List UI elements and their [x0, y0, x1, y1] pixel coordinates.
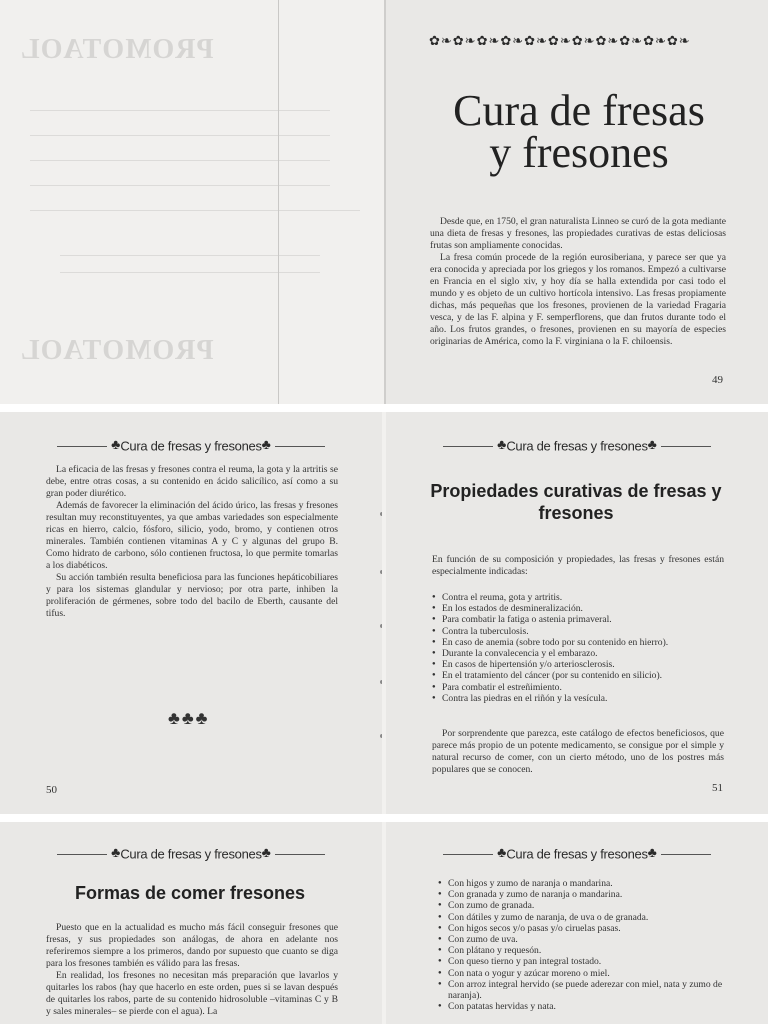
running-header: ♣Cura de fresas y fresones♣	[0, 438, 382, 454]
ghost-text: PROMOTAOL	[20, 34, 214, 65]
list-item: ● Con patatas hervidas y nata.	[438, 1001, 728, 1012]
leaf-icon: ♣	[647, 846, 657, 861]
list-item: ● Para combatir la fatiga o astenia primaveral.	[432, 614, 732, 625]
list-item: ● Con higos secos y/o pasas y/o ciruelas pasas.	[438, 923, 728, 934]
list-item: ● Con zumo de granada.	[438, 900, 728, 911]
page-50	[0, 412, 382, 814]
chapter-title: Cura de fresas y fresones	[453, 86, 705, 177]
list-item: ● Con dátiles y zumo de naranja, de uva o de granada.	[438, 912, 728, 923]
leaf-icon: ♣	[647, 438, 657, 453]
list-item: ● Contra las piedras en el riñón y la vesícula.	[432, 693, 732, 704]
leaf-ornament: ♣♣♣	[168, 708, 210, 728]
page-49	[384, 0, 768, 404]
page-gap	[0, 404, 768, 412]
list-item: ● Con granada y zumo de naranja o mandarina.	[438, 889, 728, 900]
body-text: Desde que, en 1750, el gran naturalista Linneo se curó de la gota mediante una dieta de fresas y fresones, las propiedades curativas de estas deliciosas frutas son ampliamente conocidas. La fresa común procede de la región eurosiberiana, y parece ser que ya era conocida y apreciada por los griegos y los romanos. Empezó a cultivarse en Francia en el siglo xiv, y hoy día se halla extendida por casi todo el mundo y es objeto de un cultivo hortícola intensivo. Las fresas propiamente dichas, más pequeñas que los fresones, provienen de la variedad Fragaria vesca, y de las F. alpina y F. semperflorens, que dan frutos durante todo el año. Los frutos grandes, o fresones, provienen en su mayoría de especies originarias de América, como la F. virginiana o la F. chiloensis.	[430, 216, 726, 347]
page-blank-left	[0, 0, 380, 404]
leaf-icon: ♣	[111, 846, 121, 861]
page-52	[0, 822, 382, 1024]
list-item: ● Contra el reuma, gota y artritis.	[432, 592, 732, 603]
leaf-icon: ♣	[497, 846, 507, 861]
running-header: ♣Cura de fresas y fresones♣	[0, 846, 382, 862]
page-number: 50	[46, 784, 57, 796]
list-item: ● Con plátano y requesón.	[438, 945, 728, 956]
ghost-text: PROMOTAOL	[20, 335, 214, 366]
list-item: ● En caso de anemia (sobre todo por su contenido en hierro).	[432, 637, 732, 648]
serving-list	[438, 878, 728, 1012]
list-item: ● Con higos y zumo de naranja o mandarina.	[438, 878, 728, 889]
running-header: ♣Cura de fresas y fresones♣	[386, 846, 768, 862]
list-item: ● Con zumo de uva.	[438, 934, 728, 945]
running-header: ♣Cura de fresas y fresones♣	[386, 438, 768, 454]
benefits-list	[432, 592, 732, 704]
list-item: ● En los estados de desmineralización.	[432, 603, 732, 614]
leaf-icon: ♣	[261, 438, 271, 453]
leaf-icon: ♣	[111, 438, 121, 453]
leaf-icon: ♣	[261, 846, 271, 861]
body-text: Por sorprendente que parezca, este catálogo de efectos beneficiosos, que parece más propio de un potente medicamento, se consigue por el simple y natural recurso de comer, con un cierto método, uno de los postres más populares que se conocen.	[432, 728, 724, 775]
leaf-icon: ♣	[497, 438, 507, 453]
page-51	[386, 412, 768, 814]
page-53	[386, 822, 768, 1024]
list-item: ● Con queso tierno y pan integral tostado.	[438, 956, 728, 967]
intro-text: En función de su composición y propiedades, las fresas y fresones están especialmente indicadas:	[432, 554, 724, 577]
list-item: ● Durante la convalecencia y el embarazo.	[432, 648, 732, 659]
section-heading: Propiedades curativas de fresas y fresones	[430, 481, 722, 523]
list-item: ● En casos de hipertensión y/o arteriosclerosis.	[432, 659, 732, 670]
list-item: ● Contra la tuberculosis.	[432, 626, 732, 637]
list-item: ● Con nata o yogur y azúcar moreno o miel.	[438, 968, 728, 979]
vine-ornament: ✿❧✿❧✿❧✿❧✿❧✿❧✿❧✿❧✿❧✿❧✿❧	[429, 34, 691, 48]
body-text: Puesto que en la actualidad es mucho más fácil conseguir fresones que fresas, y sus propiedades son análogas, de ahora en adelante nos referiremos siempre a los primeros, dando por supuesto que cuanto se diga para los fresones también es válido para las fresas. En realidad, los fresones no necesitan más preparación que lavarlos y quitarles los rabos (hay que hacerlo en este orden, pues si se lavan después de quitarles los rabos, parte de su contenido hidrosoluble –vitaminas C y B y sales minerales– se pierde con el agua). La	[46, 922, 338, 1017]
list-item: ● En el tratamiento del cáncer (por su contenido en silicio).	[432, 670, 732, 681]
body-text: La eficacia de las fresas y fresones contra el reuma, la gota y la artritis se debe, entre otras cosas, a su contenido en ácido salicílico, así como a su gran poder diurético. Además de favorecer la eliminación del ácido úrico, las fresas y fresones resultan muy reconstituyentes, ya que ambas variedades son especialmente ricas en hierro, calcio, fósforo, silicio, yodo, bromo, y contienen otros minerales. También contienen vitaminas A y C y algunas del grupo B. Como hidrato de carbono, sólo contienen fructosa, lo que permite tomarlas a los diabéticos. Su acción también resulta beneficiosa para las funciones hepáticobiliares y para los sistemas glandular y nervioso; por otra parte, inhiben la proliferación de gérmenes, sobre todo del bacilo de Eberth, causante del tifus.	[46, 464, 338, 619]
page-number: 51	[712, 782, 723, 794]
page-gap	[0, 814, 768, 822]
list-item: ● Para combatir el estreñimiento.	[432, 682, 732, 693]
section-heading: Formas de comer fresones	[74, 883, 306, 903]
list-item: ● Con arroz integral hervido (se puede aderezar con miel, nata y zumo de naranja).	[438, 979, 728, 1001]
page-number: 49	[712, 374, 723, 386]
